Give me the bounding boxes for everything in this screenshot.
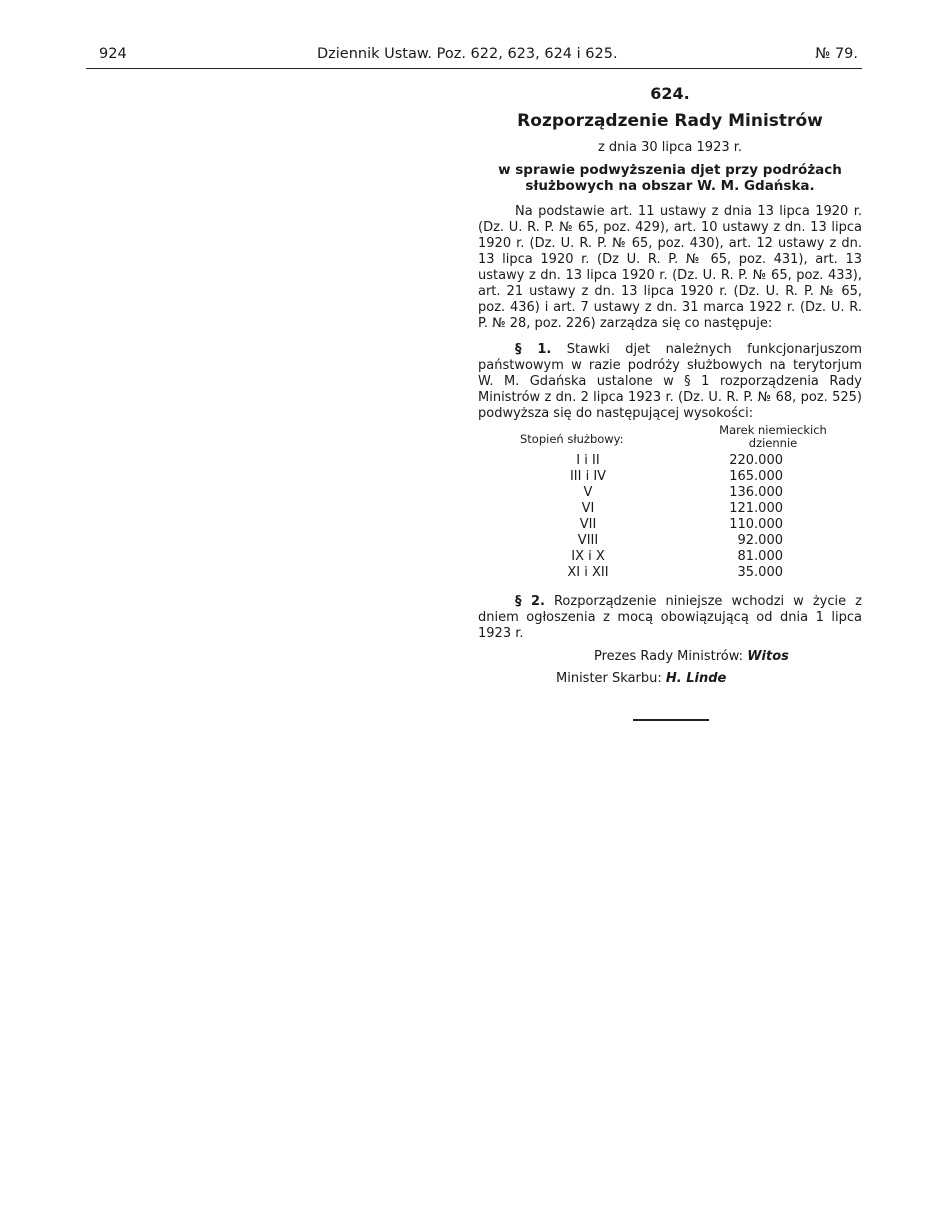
journal-title: Dziennik Ustaw. Poz. 622, 623, 624 i 625. — [317, 46, 618, 62]
amount-cell: 121.000 — [729, 501, 783, 516]
rates-table — [478, 423, 862, 584]
signer-role: Prezes Rady Ministrów: — [594, 649, 744, 664]
table-row — [518, 533, 818, 549]
grade-cell: V — [583, 485, 593, 500]
table-row — [518, 517, 818, 533]
section-1-label: § 1. — [515, 342, 552, 357]
amount-cell: 81.000 — [737, 549, 783, 564]
amount-cell: 35.000 — [737, 565, 783, 580]
amount-column-header: Marek niemieckich dziennie — [719, 423, 827, 450]
signer-name: Witos — [747, 649, 789, 664]
section-1 — [478, 342, 862, 422]
page-header — [95, 44, 860, 66]
section-2 — [478, 594, 862, 642]
section-2-label: § 2. — [515, 594, 545, 609]
grade-cell: VI — [581, 501, 595, 516]
grade-cell: III i IV — [569, 469, 607, 484]
table-row — [518, 501, 818, 517]
closing-rule — [633, 719, 709, 721]
grade-cell: VII — [579, 517, 597, 532]
table-row — [518, 453, 818, 469]
table-row — [518, 549, 818, 565]
amount-cell: 220.000 — [729, 453, 783, 468]
signature-treasury-minister — [478, 670, 862, 688]
regulation-subject: w sprawie podwyższenia djet przy podróżach służbowych na obszar W. M. Gdańska. — [498, 162, 842, 194]
section-1-text: Stawki djet należnych funkcjonarjuszom państwowym w razie podróży służbowych na terytorjum W. M. Gdańska ustalone w § 1 rozporządzenia Rady Ministrów z dn. 2 lipca 1923 r. (Dz. U. R. P. № 68, poz. 525) podwyższa się do następującej wysokości: — [478, 342, 862, 421]
amount-cell: 136.000 — [729, 485, 783, 500]
issue-number: № 79. — [815, 46, 858, 62]
amount-cell: 92.000 — [737, 533, 783, 548]
signer-name: H. Linde — [665, 671, 727, 686]
table-row — [518, 565, 818, 581]
regulation-column — [478, 82, 862, 688]
grade-cell: VIII — [577, 533, 599, 548]
grade-cell: XI i XII — [567, 565, 609, 580]
amount-cell: 165.000 — [729, 469, 783, 484]
grade-column-header: Stopień służbowy: — [520, 432, 624, 446]
grade-cell: I i II — [576, 453, 600, 468]
regulation-number: 624. — [650, 84, 690, 103]
preamble: Na podstawie art. 11 ustawy z dnia 13 lipca 1920 r. (Dz. U. R. P. № 65, poz. 429), art. 10 ustawy z dn. 13 lipca 1920 r. (Dz. U. R. P. № 65, poz. 430), art. 12 ustawy z dn. 13 lipca 1920 r. (Dz U. R. P. № 65, poz. 431), art. 13 ustawy z dn. 13 lipca 1920 r. (Dz. U. R. P. № 65, poz. 433), art. 21 ustawy z dn. 13 lipca 1920 r. (Dz. U. R. P. № 65, poz. 436) i art. 7 ustawy z dn. 31 marca 1922 r. (Dz. U. R. P. № 28, poz. 226) zarządza się co następuje: — [478, 204, 862, 331]
table-row — [518, 469, 818, 485]
rates-rows — [518, 453, 818, 581]
section-2-text: Rozporządzenie niniejsze wchodzi w życie z dniem ogłoszenia z mocą obowiązującą od dnia 1 lipca 1923 r. — [478, 594, 862, 641]
signer-role: Minister Skarbu: — [556, 671, 662, 686]
regulation-date: z dnia 30 lipca 1923 r. — [597, 140, 743, 155]
grade-cell: IX i X — [571, 549, 605, 564]
signature-prime-minister — [478, 648, 862, 666]
table-row — [518, 485, 818, 501]
page-number: 924 — [99, 46, 127, 62]
header-rule — [86, 68, 862, 69]
regulation-title: Rozporządzenie Rady Ministrów — [517, 111, 823, 131]
amount-cell: 110.000 — [729, 517, 783, 532]
